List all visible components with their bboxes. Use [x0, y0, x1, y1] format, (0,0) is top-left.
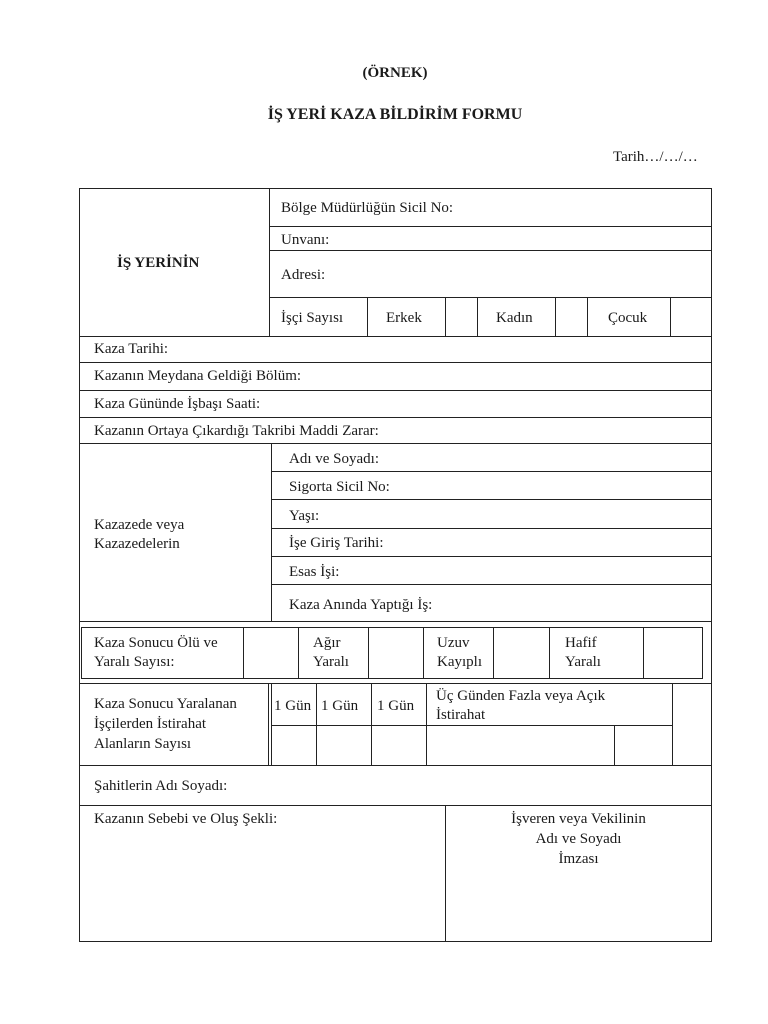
rest-more-line1: Üç Günden Fazla veya Açık — [436, 688, 606, 704]
accident-section-field[interactable]: Kazanın Meydana Geldiği Bölüm: — [94, 368, 302, 384]
rest-more-line2: İstirahat — [436, 707, 486, 723]
registry-no-field[interactable]: Bölge Müdürlüğün Sicil No: — [281, 200, 454, 216]
workplace-heading: İŞ YERİNİN — [117, 255, 200, 271]
witnesses-field[interactable]: Şahitlerin Adı Soyadı: — [94, 778, 228, 794]
task-field[interactable]: Kaza Anında Yaptığı İş: — [289, 597, 433, 613]
sample-label: (ÖRNEK) — [362, 65, 428, 81]
victim-name-field[interactable]: Adı ve Soyadı: — [289, 451, 379, 467]
signature-line2: Adı ve Soyadı — [535, 831, 622, 847]
female-label: Kadın — [496, 310, 533, 326]
date-field[interactable]: Tarih…/…/… — [613, 149, 698, 165]
cause-field[interactable]: Kazanın Sebebi ve Oluş Şekli: — [94, 811, 278, 827]
accident-date-field[interactable]: Kaza Tarihi: — [94, 341, 169, 357]
rest-day3-label: 1 Gün — [377, 698, 415, 714]
rest-day1-label: 1 Gün — [274, 698, 312, 714]
title-field[interactable]: Unvanı: — [281, 232, 330, 248]
start-time-field[interactable]: Kaza Gününde İşbaşı Saati: — [94, 396, 261, 412]
limb-label-line1: Uzuv — [437, 635, 470, 651]
severe-label-line1: Ağır — [313, 635, 341, 651]
rest-day2-label: 1 Gün — [321, 698, 359, 714]
victims-heading-line1: Kazazede veya — [94, 517, 185, 533]
main-job-field[interactable]: Esas İşi: — [289, 564, 340, 580]
signature-line1: İşveren veya Vekilinin — [511, 811, 646, 827]
severe-label-line2: Yaralı — [313, 654, 349, 670]
rest-label-line3: Alanların Sayısı — [94, 736, 192, 752]
rest-label-line1: Kaza Sonucu Yaralanan — [94, 696, 237, 712]
address-field[interactable]: Adresi: — [281, 267, 326, 283]
damage-field[interactable]: Kazanın Ortaya Çıkardığı Takribi Maddi Zarar: — [94, 423, 379, 439]
light-label-line1: Hafif — [565, 635, 597, 651]
rest-label-line2: İşçilerden İstirahat — [94, 716, 207, 732]
casualty-label-line2: Yaralı Sayısı: — [94, 654, 175, 670]
start-date-field[interactable]: İşe Giriş Tarihi: — [289, 535, 384, 551]
male-label: Erkek — [386, 310, 422, 326]
age-field[interactable]: Yaşı: — [289, 508, 320, 524]
light-label-line2: Yaralı — [565, 654, 601, 670]
child-label: Çocuk — [608, 310, 648, 326]
worker-count-label: İşçi Sayısı — [281, 310, 344, 326]
victims-heading-line2: Kazazedelerin — [94, 536, 180, 552]
insurance-no-field[interactable]: Sigorta Sicil No: — [289, 479, 390, 495]
casualty-label-line1: Kaza Sonucu Ölü ve — [94, 635, 218, 651]
signature-line3: İmzası — [558, 851, 599, 867]
form-title: İŞ YERİ KAZA BİLDİRİM FORMU — [267, 106, 523, 123]
limb-label-line2: Kayıplı — [437, 654, 482, 670]
